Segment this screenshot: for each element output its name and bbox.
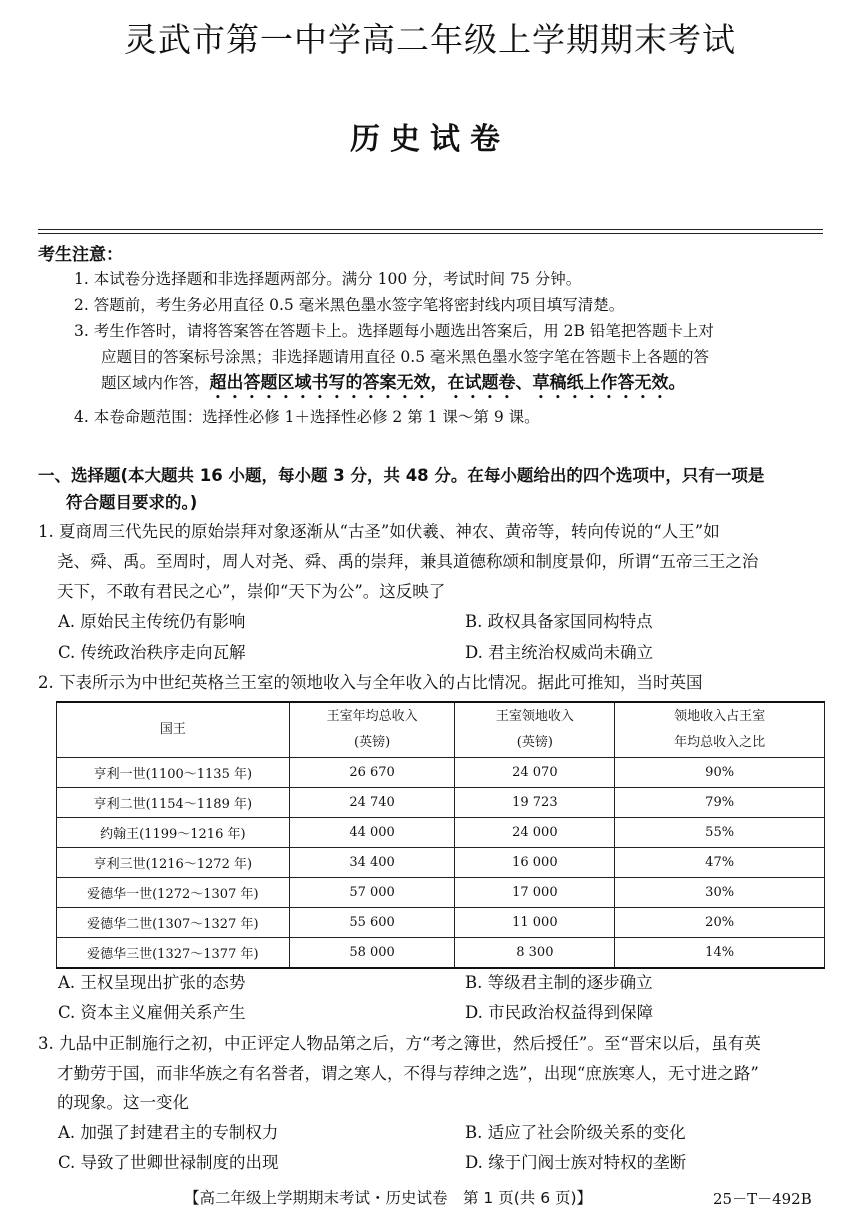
cell-king: 约翰王(1199～1216 年) [57,818,290,848]
q3-stem-line1: 3. 九品中正制施行之初，中正评定人物品第之后，方“考之簿世，然后授任”。至“晋宋以后，虽有英 [38,1034,761,1053]
table-row [57,818,825,848]
table-row [57,908,825,938]
q2-option-d: D. 市民政治权益得到保障 [465,1003,654,1022]
cell-king: 亨利三世(1216～1272 年) [57,848,290,878]
q3-option-a: A. 加强了封建君主的专制权力 [58,1123,279,1142]
section-heading [38,462,828,516]
exam-title: 灵武市第一中学高二年级上学期期末考试 [124,20,736,59]
q1-option-c: C. 传统政治秩序走向瓦解 [58,643,246,662]
notice-item-3-cont: 应题目的答案标号涂黑；非选择题请用直径 0.5 毫米黑色墨水签字笔在答题卡上各题的答 [101,348,710,366]
q2-option-a: A. 王权呈现出扩张的态势 [58,973,246,992]
table-row [57,878,825,908]
section-heading-line1: 一、选择题(本大题共 16 小题，每小题 3 分，共 48 分。在每小题给出的四个选项中，只有一项是 [38,466,765,485]
q3-option-d: D. 缘于门阀士族对特权的垄断 [465,1153,687,1172]
cell-domain: 19 723 [455,788,615,818]
cell-total: 24 740 [289,788,455,818]
cell-domain: 17 000 [455,878,615,908]
q1-stem-line2: 尧、舜、禹。至周时，周人对尧、舜、禹的崇拜，兼具道德称颂和制度景仰，所谓“五帝三王之治 [57,552,759,571]
notice-item-1: 1. 本试卷分选择题和非选择题两部分。满分 100 分，考试时间 75 分钟。 [74,270,582,288]
page-footer: 【高二年级上学期期末考试・历史试卷 第 1 页(共 6 页)】 [184,1189,593,1207]
cell-total: 58 000 [289,938,455,969]
section-heading-line2: 符合题目要求的。) [66,493,198,512]
cell-ratio: 30% [615,878,825,908]
header-total-income: 王室年均总收入 (英镑) [289,702,455,758]
q2-stem: 2. 下表所示为中世纪英格兰王室的领地收入与全年收入的占比情况。据此可推知，当时英国 [38,673,703,692]
cell-domain: 16 000 [455,848,615,878]
notice-item-3-tail: 题区域内作答， [101,374,210,392]
cell-total: 55 600 [289,908,455,938]
cell-domain: 24 000 [455,818,615,848]
q2-option-c: C. 资本主义雇佣关系产生 [58,1003,246,1022]
cell-ratio: 90% [615,758,825,788]
cell-ratio: 55% [615,818,825,848]
cell-king: 爱德华二世(1307～1327 年) [57,908,290,938]
cell-ratio: 14% [615,938,825,969]
top-divider [38,229,823,230]
cell-total: 26 670 [289,758,455,788]
notice-item-3: 3. 考生作答时，请将答案答在答题卡上。选择题每小题选出答案后，用 2B 铅笔把答题卡上对 [74,322,714,340]
notice-item-3-end [101,370,826,403]
cell-king: 爱德华三世(1327～1377 年) [57,938,290,969]
header-ratio: 领地收入占王室 年均总收入之比 [615,702,825,758]
q1-stem-line1: 1. 夏商周三代先民的原始崇拜对象逐渐从“古圣”如伏羲、神农、黄帝等，转向传说的“人王”如 [38,522,720,541]
notice-heading: 考生注意： [38,245,123,265]
paper-code: 25－T－492B [713,1190,812,1208]
table-row [57,788,825,818]
cell-domain: 8 300 [455,938,615,969]
cell-ratio: 20% [615,908,825,938]
q1-option-b: B. 政权具备家国同构特点 [465,612,653,631]
table-header-row [57,702,825,758]
cell-total: 44 000 [289,818,455,848]
cell-king: 爱德华一世(1272～1307 年) [57,878,290,908]
q3-stem-line3: 的现象。这一变化 [57,1093,189,1112]
q3-option-b: B. 适应了社会阶级关系的变化 [465,1123,686,1142]
notice-item-2: 2. 答题前，考生务必用直径 0.5 毫米黑色墨水签字笔将密封线内项目填写清楚。 [74,296,625,314]
revenue-table [56,701,825,969]
cell-total: 34 400 [289,848,455,878]
q3-stem-line2: 才勤劳于国，而非华族之有名誉者，谓之寒人，不得与荐绅之选”，出现“庶族寒人，无寸进之路” [57,1064,759,1083]
table-row [57,758,825,788]
header-king: 国王 [57,702,290,758]
cell-ratio: 79% [615,788,825,818]
q2-option-b: B. 等级君主制的逐步确立 [465,973,653,992]
header-domain-income: 王室领地收入 (英镑) [455,702,615,758]
cell-domain: 24 070 [455,758,615,788]
top-divider-2 [38,233,823,234]
notice-item-4: 4. 本卷命题范围：选择性必修 1＋选择性必修 2 第 1 课～第 9 课。 [74,408,540,426]
table-row [57,848,825,878]
q3-option-c: C. 导致了世卿世禄制度的出现 [58,1153,279,1172]
cell-ratio: 47% [615,848,825,878]
cell-total: 57 000 [289,878,455,908]
q1-option-a: A. 原始民主传统仍有影响 [58,612,246,631]
q1-stem-line3: 天下，不敢有君民之心”，崇仰“天下为公”。这反映了 [57,582,446,601]
cell-king: 亨利一世(1100～1135 年) [57,758,290,788]
exam-subtitle: 历史试卷 [350,122,510,157]
cell-domain: 11 000 [455,908,615,938]
q1-option-d: D. 君主统治权威尚未确立 [465,643,654,662]
cell-king: 亨利二世(1154～1189 年) [57,788,290,818]
table-row [57,938,825,969]
notice-emphasis: 超出答题区域书写的答案无效，在试题卷、草稿纸上作答无效。 [209,373,686,393]
